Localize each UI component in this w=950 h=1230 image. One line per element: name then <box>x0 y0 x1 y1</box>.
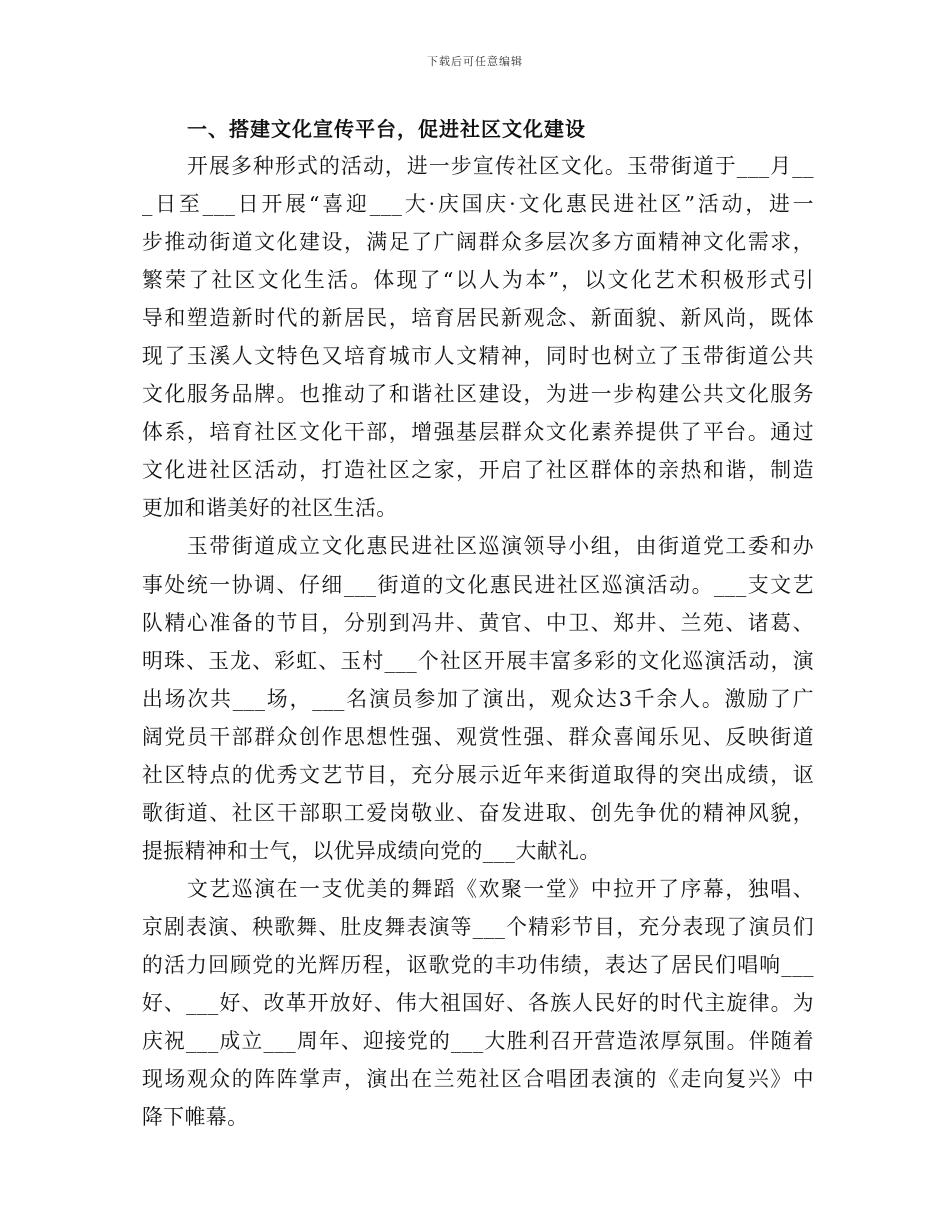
section-heading: 一、搭建文化宣传平台，促进社区文化建设 <box>187 117 586 141</box>
paragraph-1-line: 体系，培育社区文化干部，增强基层群众文化素养提供了平台。通过 <box>142 420 814 445</box>
paragraph-2-line: 明珠、玉龙、彩虹、玉村___个社区开展丰富多彩的文化巡演活动，演 <box>142 648 814 673</box>
page-header-note: 下载后可任意编辑 <box>427 55 523 68</box>
paragraph-3-line: 的活力回顾党的光辉历程，讴歌党的丰功伟绩，表达了居民们唱响___ <box>142 952 814 977</box>
paragraph-2-line: 歌街道、社区干部职工爱岗敬业、奋发进取、创先争优的精神风貌， <box>142 800 814 825</box>
paragraph-2-line: 阔党员干部群众创作思想性强、观赏性强、群众喜闻乐见、反映街道 <box>142 724 814 749</box>
paragraph-1-line: 现了玉溪人文特色又培育城市人文精神，同时也树立了玉带街道公共 <box>142 344 814 369</box>
paragraph-2-line: 事处统一协调、仔细___街道的文化惠民进社区巡演活动。___支文艺 <box>142 572 814 597</box>
paragraph-3-line: 现场观众的阵阵掌声，演出在兰苑社区合唱团表演的《走向复兴》中 <box>142 1067 814 1092</box>
paragraph-1-line: _日至___日开展“喜迎___大·庆国庆·文化惠民进社区”活动，进一 <box>142 192 814 217</box>
paragraph-1-line: 步推动街道文化建设，满足了广阔群众多层次多方面精神文化需求， <box>142 230 814 255</box>
paragraph-3-line: 庆祝___成立___周年、迎接党的___大胜利召开营造浓厚氛围。伴随着 <box>142 1029 814 1054</box>
paragraph-2-line: 提振精神和士气，以优异成绩向党的___大献礼。 <box>142 838 601 863</box>
paragraph-2-line: 社区特点的优秀文艺节目，充分展示近年来街道取得的突出成绩，讴 <box>142 762 814 787</box>
paragraph-3-line: 降下帷幕。 <box>142 1105 249 1130</box>
paragraph-1-line: 开展多种形式的活动，进一步宣传社区文化。玉带街道于___月__ <box>187 154 814 178</box>
paragraph-3-line: 好、___好、改革开放好、伟大祖国好、各族人民好的时代主旋律。为 <box>142 991 814 1016</box>
paragraph-1-line: 更加和谐美好的社区生活。 <box>142 496 398 521</box>
paragraph-2-line: 出场次共___场，___名演员参加了演出，观众达3千余人。激励了广 <box>142 686 814 711</box>
paragraph-1-line: 文化服务品牌。也推动了和谐社区建设，为进一步构建公共文化服务 <box>142 382 814 407</box>
paragraph-3-line: 京剧表演、秧歌舞、肚皮舞表演等___个精彩节目，充分表现了演员们 <box>142 914 814 939</box>
paragraph-2-line: 玉带街道成立文化惠民进社区巡演领导小组，由街道党工委和办 <box>187 534 814 559</box>
paragraph-2-line: 队精心准备的节目，分别到冯井、黄官、中卫、郑井、兰苑、诸葛、 <box>142 610 814 635</box>
paragraph-1-line: 文化进社区活动，打造社区之家，开启了社区群体的亲热和谐，制造 <box>142 458 814 483</box>
paragraph-1-line: 导和塑造新时代的新居民，培育居民新观念、新面貌、新风尚，既体 <box>142 306 814 331</box>
paragraph-1-line: 繁荣了社区文化生活。体现了“以人为本”，以文化艺术积极形式引 <box>142 268 814 293</box>
document-body <box>142 147 814 1136</box>
paragraph-3-line: 文艺巡演在一支优美的舞蹈《欢聚一堂》中拉开了序幕，独唱、 <box>187 876 814 901</box>
